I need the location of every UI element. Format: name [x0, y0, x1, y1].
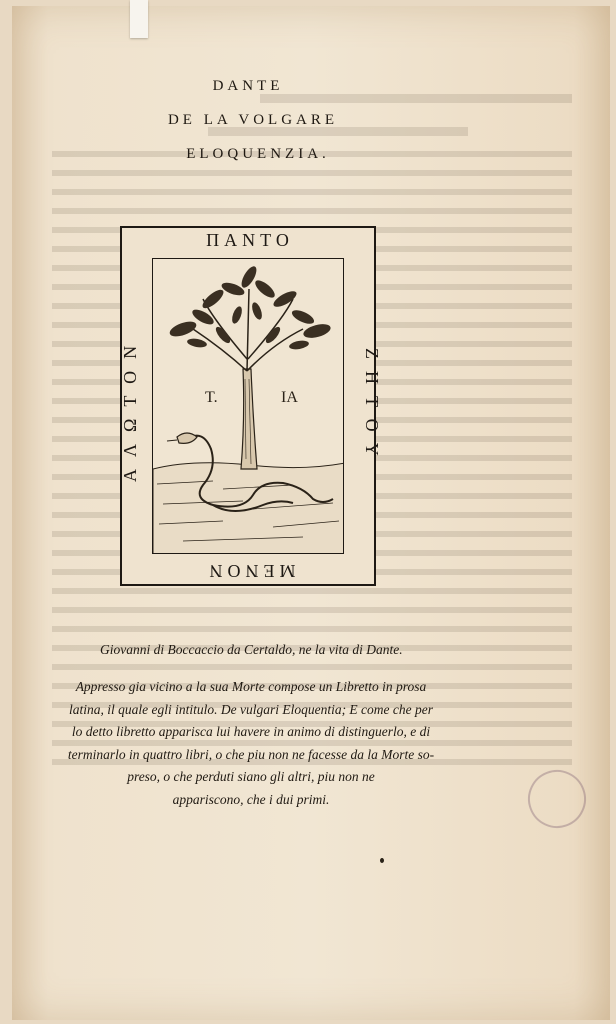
woodcut-image [152, 258, 344, 554]
passage-line: lo detto libretto apparisca lui havere in animo di distinguerlo, e di [71, 724, 431, 739]
border-text-right: ΖΗΤΟΥ [362, 348, 382, 468]
border-text-left: ΑΛΩΤΟΝ [120, 333, 140, 483]
tree-and-serpent-illustration [153, 259, 344, 554]
passage-line: preso, o che perduti siano gli altri, piu non ne [127, 769, 375, 784]
quoted-passage [66, 676, 436, 811]
passage-line: latina, il quale egli intitulo. De vulgari Eloquentia; E come che per [68, 701, 434, 717]
border-text-top: ΠΑΝΤΟ [206, 230, 294, 250]
paper-bookmark-tab [130, 0, 148, 38]
ink-mark [380, 858, 384, 863]
woodcut-label-right: IA [281, 389, 298, 406]
attribution-caption: Giovanni di Boccaccio da Certaldo, ne la vita di Dante. [100, 642, 403, 657]
title-author: DANTE [212, 78, 284, 94]
title-line-2: DE LA VOLGARE [167, 112, 339, 128]
passage-line: Appresso gia vicino a la sua Morte compose un Libretto in prosa [75, 679, 427, 694]
passage-line: terminarlo in quattro libri, o che piu non ne facesse da la Morte so- [67, 746, 435, 762]
woodcut-label-left: T. [205, 389, 218, 406]
printers-device-woodcut [120, 226, 382, 586]
passage-line: appariscono, che i dui primi. [172, 791, 330, 807]
border-text-bottom: ΜΕΝΟΝ [204, 561, 296, 581]
title-line-3: ELOQUENZIA. [186, 146, 330, 162]
